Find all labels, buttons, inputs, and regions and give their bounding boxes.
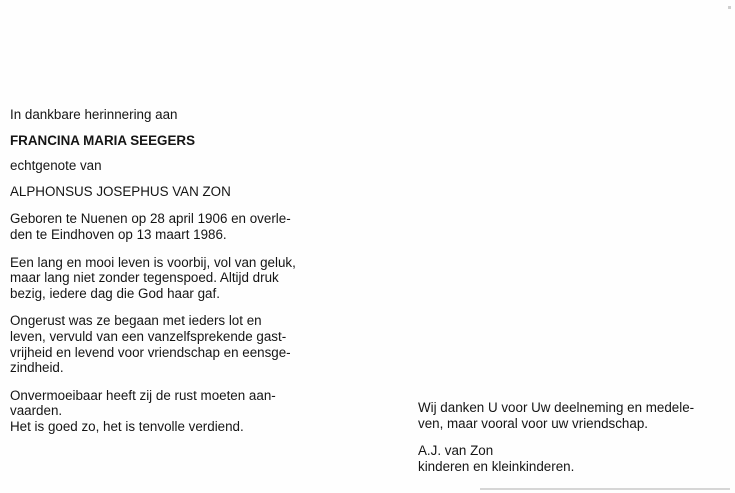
signature-line: kinderen en kleinkinderen. xyxy=(418,458,575,474)
rest-line: Onvermoeibaar heeft zij de rust moeten aan- xyxy=(10,387,276,403)
birth-death-line: Geboren te Nuenen op 28 april 1906 en overle- xyxy=(10,211,291,227)
birth-death-paragraph xyxy=(10,211,340,242)
life-line: bezig, iedere dag die God haar gaf. xyxy=(10,285,220,301)
spouse-label: echtgenote van xyxy=(10,158,102,174)
birth-death-line: den te Eindhoven op 13 maart 1986. xyxy=(10,226,227,242)
signature-block xyxy=(418,443,735,474)
thanks-column xyxy=(418,400,735,474)
character-line: Ongerust was ze begaan met ieders lot en xyxy=(10,313,262,329)
thanks-paragraph xyxy=(418,400,735,431)
rest-line: Het is goed zo, het is tenvolle verdiend. xyxy=(10,418,244,434)
thanks-line: Wij danken U voor Uw deelneming en medele- xyxy=(418,400,695,415)
memorial-text-column xyxy=(10,107,340,435)
scan-edge-line xyxy=(480,488,730,490)
thanks-line: ven, maar vooral voor uw vriendschap. xyxy=(418,415,648,431)
character-line: zindheid. xyxy=(10,360,64,376)
scan-speck xyxy=(728,6,731,9)
signature-line: A.J. van Zon xyxy=(418,443,494,459)
deceased-name: FRANCINA MARIA SEEGERS xyxy=(10,132,195,148)
character-line: leven, vervuld van een vanzelfsprekende gast- xyxy=(10,328,287,344)
rest-line: vaarden. xyxy=(10,403,63,419)
intro-line: In dankbare herinnering aan xyxy=(10,107,178,122)
character-line: vrijheid en levend voor vriendschap en eensge- xyxy=(10,344,291,360)
spouse-name: ALPHONSUS JOSEPHUS VAN ZON xyxy=(10,183,231,199)
life-paragraph xyxy=(10,255,340,302)
character-paragraph xyxy=(10,313,340,375)
life-line: maar lang niet zonder tegenspoed. Altijd druk xyxy=(10,270,279,286)
rest-paragraph xyxy=(10,388,340,435)
life-line: Een lang en mooi leven is voorbij, vol van geluk, xyxy=(10,254,296,270)
